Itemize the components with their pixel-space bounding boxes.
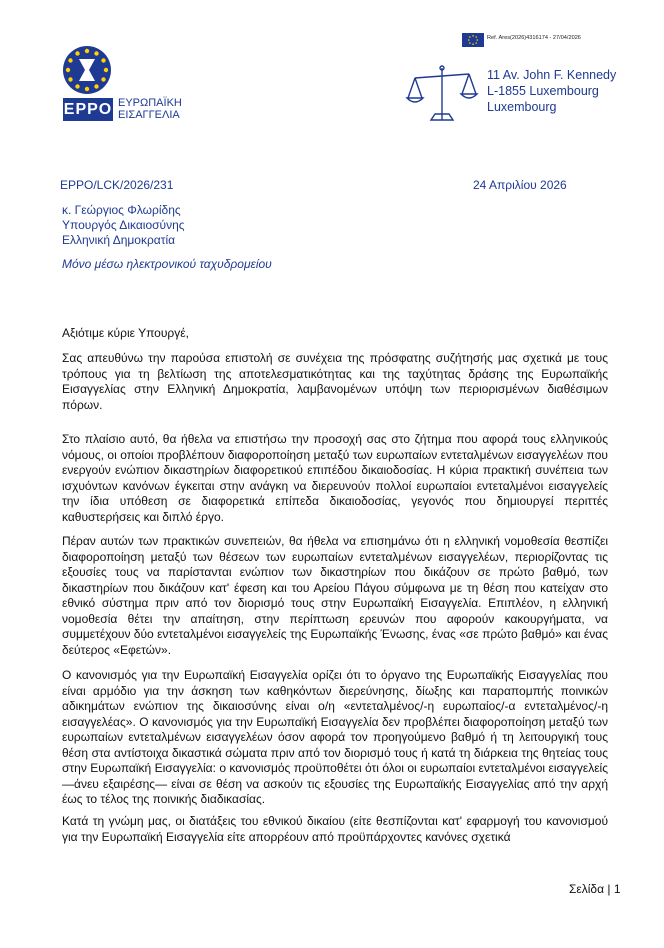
recipient-country: Ελληνική Δημοκρατία: [62, 233, 176, 247]
address-line-3: Luxembourg: [487, 100, 557, 114]
eppo-acronym: EPPO: [63, 98, 113, 121]
page-number: Σελίδα | 1: [569, 882, 621, 896]
letter-date: 24 Απριλίου 2026: [473, 178, 567, 192]
eu-flag-icon: [462, 33, 484, 47]
scales-of-justice-icon: [405, 64, 479, 126]
salutation: Αξιότιμε κύριε Υπουργέ,: [62, 326, 189, 340]
body-paragraph: Στο πλαίσιο αυτό, θα ήθελα να επιστήσω την προσοχή σας στο ζήτημα που αφορά τους ελληνικούς νόμους, οι οποίοι προβλέπουν διαφοροποίηση μεταξύ των ευρωπαίων εντεταλμένων εισαγγελέων που ενεργούν ενώπιον δικαστηρίων διαφορετικού επιπέδου δικαιοδοσίας. Η κύρια πρακτική συνέπεια των ισχυόντων κανόνων έγκειται στην ανάγκη να διερευνούν πολλοί ευρωπαίοι εντεταλμένοι εισαγγελείς την ίδια υπόθεση σε διαφορετικά επίπεδα δικαιοδοσίας, γεγονός που δημιουργεί περιττές καθυστερήσεις και διπλό έργο.: [62, 432, 608, 524]
address-line-1: 11 Av. John F. Kennedy: [487, 68, 617, 82]
org-name-line-1: ΕΥΡΩΠΑΪΚΗ: [118, 97, 182, 109]
delivery-note: Μόνο μέσω ηλεκτρονικού ταχυδρομείου: [62, 257, 272, 271]
body-paragraph: Σας απευθύνω την παρούσα επιστολή σε συνέχεια της πρόσφατης συζήτησής μας σχετικά με τους τρόπους για τη βελτίωση της αποτελεσματικότητας και της ταχύτητας δράσης της Ευρωπαϊκής Εισαγγελίας στην Ελληνική Δημοκρατία, λαμβανομένων υπόψη των περιορισμένων διαθέσιμων πόρων.: [62, 351, 608, 412]
recipient-name: κ. Γεώργιος Φλωρίδης: [62, 203, 181, 217]
body-paragraph: Πέραν αυτών των πρακτικών συνεπειών, θα ήθελα να επισημάνω ότι η ελληνική νομοθεσία θεσπίζει διαφοροποίηση μεταξύ των θέσεων των ευρωπαίων εντεταλμένων εισαγγελέων, περιορίζοντας τις εξουσίες τους να παρίστανται ενώπιον των δικαστηρίων που δικάζουν σε πρώτο βαθμό, των δικαστηρίων που δικάζουν κατ' έφεση και του Αρείου Πάγου σύμφωνα με τη θέση που κατείχαν στο εθνικό σύστημα πριν από τον διορισμό τους στην Ευρωπαϊκή Εισαγγελία. Επιπλέον, η ελληνική νομοθεσία θέτει την απαίτηση, στην περίπτωση ερευνών που αφορούν κακουργήματα, να συμμετέχουν δύο εντεταλμένοι εισαγγελείς της Ευρωπαϊκής Ένωσης, ένας «σε πρώτο βαθμό» και ένας δεύτερος «Εφετών».: [62, 534, 608, 657]
letter-reference: EPPO/LCK/2026/231: [60, 178, 174, 192]
body-paragraph: Κατά τη γνώμη μας, οι διατάξεις του εθνικού δικαίου (είτε θεσπίζονται κατ' εφαρμογή του κανονισμού για την Ευρωπαϊκή Εισαγγελία είτε απορρέουν από προϋπάρχοντες κανόνες σχετικά: [62, 814, 608, 844]
body-paragraph: Ο κανονισμός για την Ευρωπαϊκή Εισαγγελία ορίζει ότι το όργανο της Ευρωπαϊκής Εισαγγελίας που είναι αρμόδιο για την άσκηση των καθηκόντων διερεύνησης, δίωξης και παραπομπής ποινικών αδικημάτων ενώπιον της δικαιοσύνης είναι ο/η «εντεταλμένος/-η ευρωπαίος/-α εντεταλμένος/-η εισαγγελέας». Ο κανονισμός για την Ευρωπαϊκή Εισαγγελία δεν προβλέπει διαφοροποίηση μεταξύ των ευρωπαίων εντεταλμένων εισαγγελέων όσον αφορά τον προηγούμενο βαθμό ή τη λειτουργική τους θέση στα αντίστοιχα δικαστικά σώματα πριν από τον διορισμό τους ή κατά τη διάρκεια της θητείας τους στην Ευρωπαϊκή Εισαγγελία: ο κανονισμός προϋποθέτει ότι όλοι οι ευρωπαίοι εντεταλμένοι εισαγγελείς —άνευ εξαιρέσης— είναι σε θέση να ασκούν τις εξουσίες της Ευρωπαϊκής Εισαγγελίας από την αρχή έως το τέλος της ποινικής διαδικασίας.: [62, 668, 608, 806]
eppo-emblem-icon: [62, 44, 112, 96]
address-line-2: L-1855 Luxembourg: [487, 84, 599, 98]
ares-reference: Ref. Ares(2026)4316174 - 27/04/2026: [487, 35, 581, 41]
org-name-line-2: ΕΙΣΑΓΓΕΛΙΑ: [118, 109, 180, 121]
recipient-title: Υπουργός Δικαιοσύνης: [62, 218, 185, 232]
